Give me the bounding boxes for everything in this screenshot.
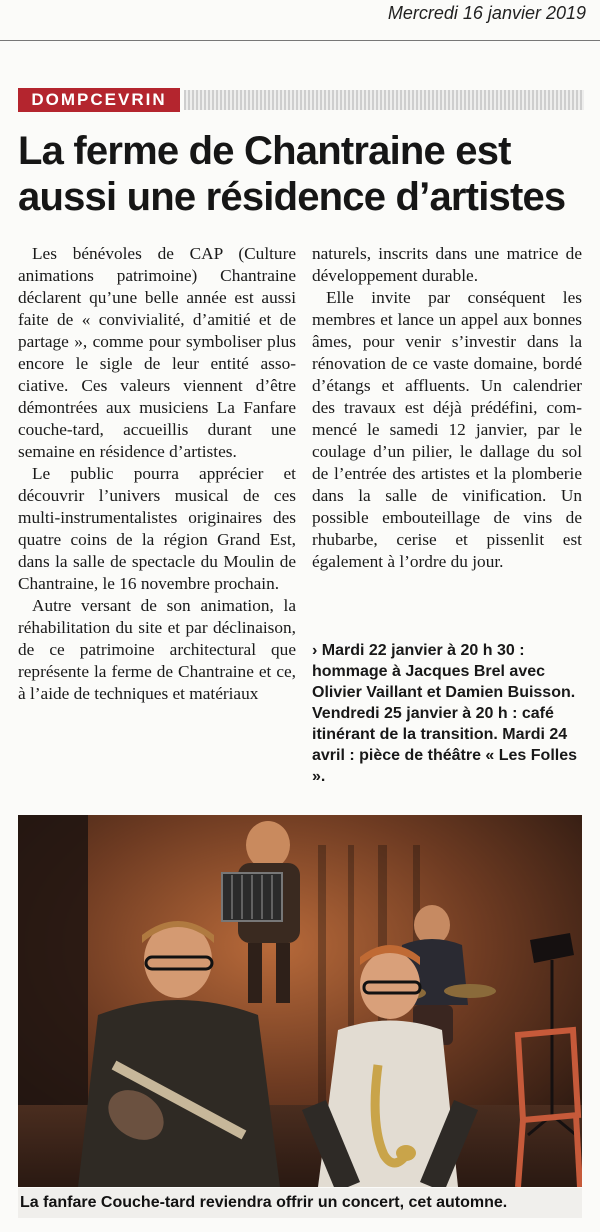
header-rule — [0, 40, 600, 41]
paragraph-2: Le public pourra apprécier et découvrir l’univers musical de ces multi-instrumentalistes originaires des quatre coins de la région Grand Est, dans la salle de spectacle du Moulin de Chantraine, le 16 novembre prochain. — [18, 464, 296, 593]
paragraph-3-continued: naturels, inscrits dans une matrice de développement durable. — [312, 244, 582, 285]
paragraph-4: Elle invite par conséquent les membres et lance un appel aux bonnes âmes, pour venir s’investir dans la rénovation de ce vaste domaine, bordé d’étangs et affluents. Un calendrier des travaux est déjà prédéfini, commencé le samedi 12 janvier, par le coulage d’un pilier, le dallage du sol de l’entrée des artistes et la plomberie dans la salle de vinification. Un possible embouteillage de vins de rhubarbe, cerise et pissenlit est également à l’ordre du jour. — [312, 288, 582, 571]
band-photo-illustration — [18, 815, 582, 1187]
kicker-band — [184, 90, 584, 110]
agenda-box: › Mardi 22 janvier à 20 h 30 : hommage à Jacques Brel avec Olivier Vaillant et Damien Buisson. Vendredi 25 janvier à 20 h : café itinérant de la transition. Mardi 24 avril : pièce de théâtre « Les Folles ». — [312, 642, 577, 785]
kicker-label: DOMPCEVRIN — [18, 88, 180, 112]
article-headline: La ferme de Chantraine est aussi une résidence d’artistes — [18, 129, 566, 219]
article-column-1 — [18, 243, 296, 705]
band-photo — [18, 815, 582, 1187]
publication-date: Mercredi 16 janvier 2019 — [387, 3, 586, 23]
article-column-2 — [312, 243, 582, 573]
photo-caption: La fanfare Couche-tard reviendra offrir un concert, cet automne. — [18, 1188, 582, 1218]
paragraph-1: Les bénévoles de CAP (Culture animations patrimoine) Chantraine déclarent qu’une belle année est aussi faite de « convivialité, d’amitié et de partage », comme pour symboliser plus encore le sigle de leur entité associative. Ces valeurs viennent d’être démontrées aux musiciens La Fanfare couche-tard, accueillis durant une semaine en résidence d’artistes. — [18, 244, 296, 461]
section-kicker — [18, 88, 584, 112]
paragraph-3: Autre versant de son animation, la réhabilitation du site et par déclinaison, de ce patrimoine architectural que représente la ferme de Chantraine et ce, à l’aide de techniques et matériaux — [18, 596, 296, 703]
